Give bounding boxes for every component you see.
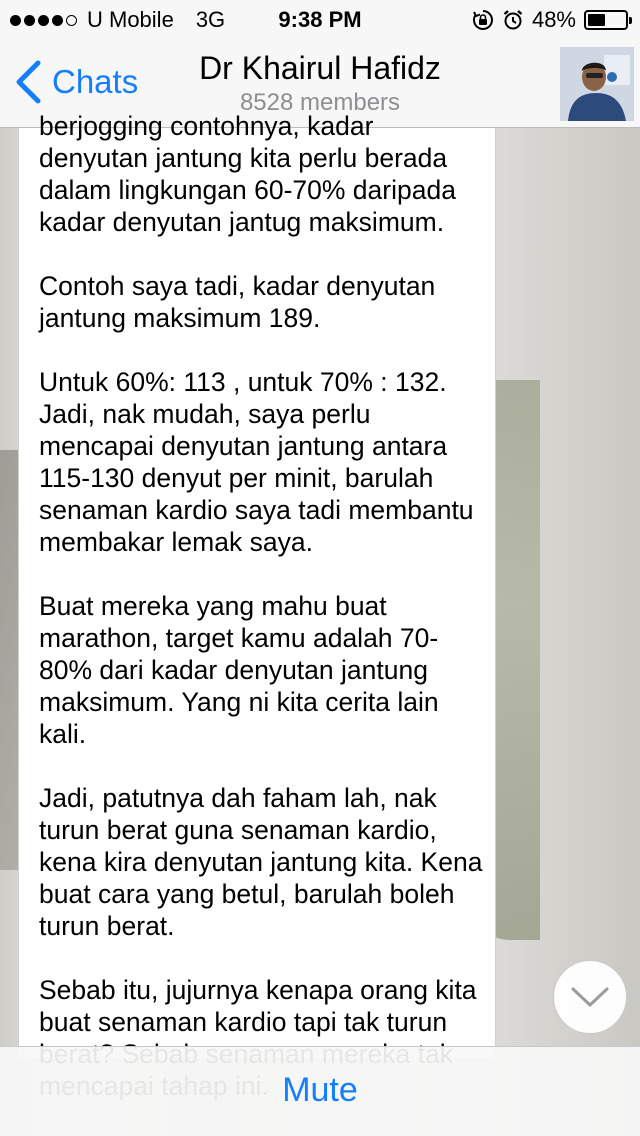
message-paragraph: Jadi, patutnya dah faham lah, nak turun berat guna senaman kardio, kena kira denyutan jantung kita. Kena buat cara yang betul, barulah boleh turun berat. (39, 783, 483, 941)
chat-title: Dr Khairul Hafidz (199, 50, 441, 86)
scroll-to-bottom-button[interactable] (553, 960, 627, 1034)
status-right (472, 7, 628, 33)
message-paragraph: Sebab itu, jujurnya kenapa orang kita buat senaman kardio tapi tak turun (39, 975, 477, 1037)
avatar-photo-icon (560, 47, 634, 121)
message-text (39, 110, 489, 1134)
back-button-label: Chats (52, 63, 139, 100)
chat-header[interactable] (0, 50, 640, 117)
message-paragraph: berjogging contohnya, kadar denyutan jantung kita perlu berada dalam lingkungan 60-70% daripada kadar denyutan jantug maksimum. (39, 111, 456, 237)
alarm-icon (502, 9, 524, 31)
member-count: 8528 members (239, 89, 401, 116)
carrier-name: U Mobile (87, 7, 174, 32)
battery-fill (588, 14, 605, 26)
message-paragraph: Untuk 60%: 113 , untuk 70% : 132. Jadi, nak mudah, saya perlu mencapai denyutan jantung antara 115-130 denyut per minit, barulah senaman kardio saya tadi membantu membakar lemak saya. (39, 367, 474, 557)
message-paragraph: Contoh saya tadi, kadar denyutan jantung maksimum 189. (39, 271, 436, 333)
group-avatar[interactable] (560, 47, 634, 121)
battery-icon (584, 10, 628, 30)
message-bubble[interactable] (18, 111, 496, 1058)
status-time: 9:38 PM (278, 7, 362, 32)
battery-percent: 48% (531, 7, 576, 32)
network-type: 3G (195, 7, 226, 32)
mute-button[interactable]: Mute (282, 1071, 358, 1109)
message-paragraph: Buat mereka yang mahu buat marathon, target kamu adalah 70-80% dari kadar denyutan jantung maksimum. Yang ni kita cerita lain kali. (39, 591, 439, 749)
orientation-lock-icon (472, 9, 494, 31)
chevron-down-icon (570, 985, 610, 1009)
bottom-bar (0, 1046, 640, 1136)
status-bar (0, 0, 640, 40)
